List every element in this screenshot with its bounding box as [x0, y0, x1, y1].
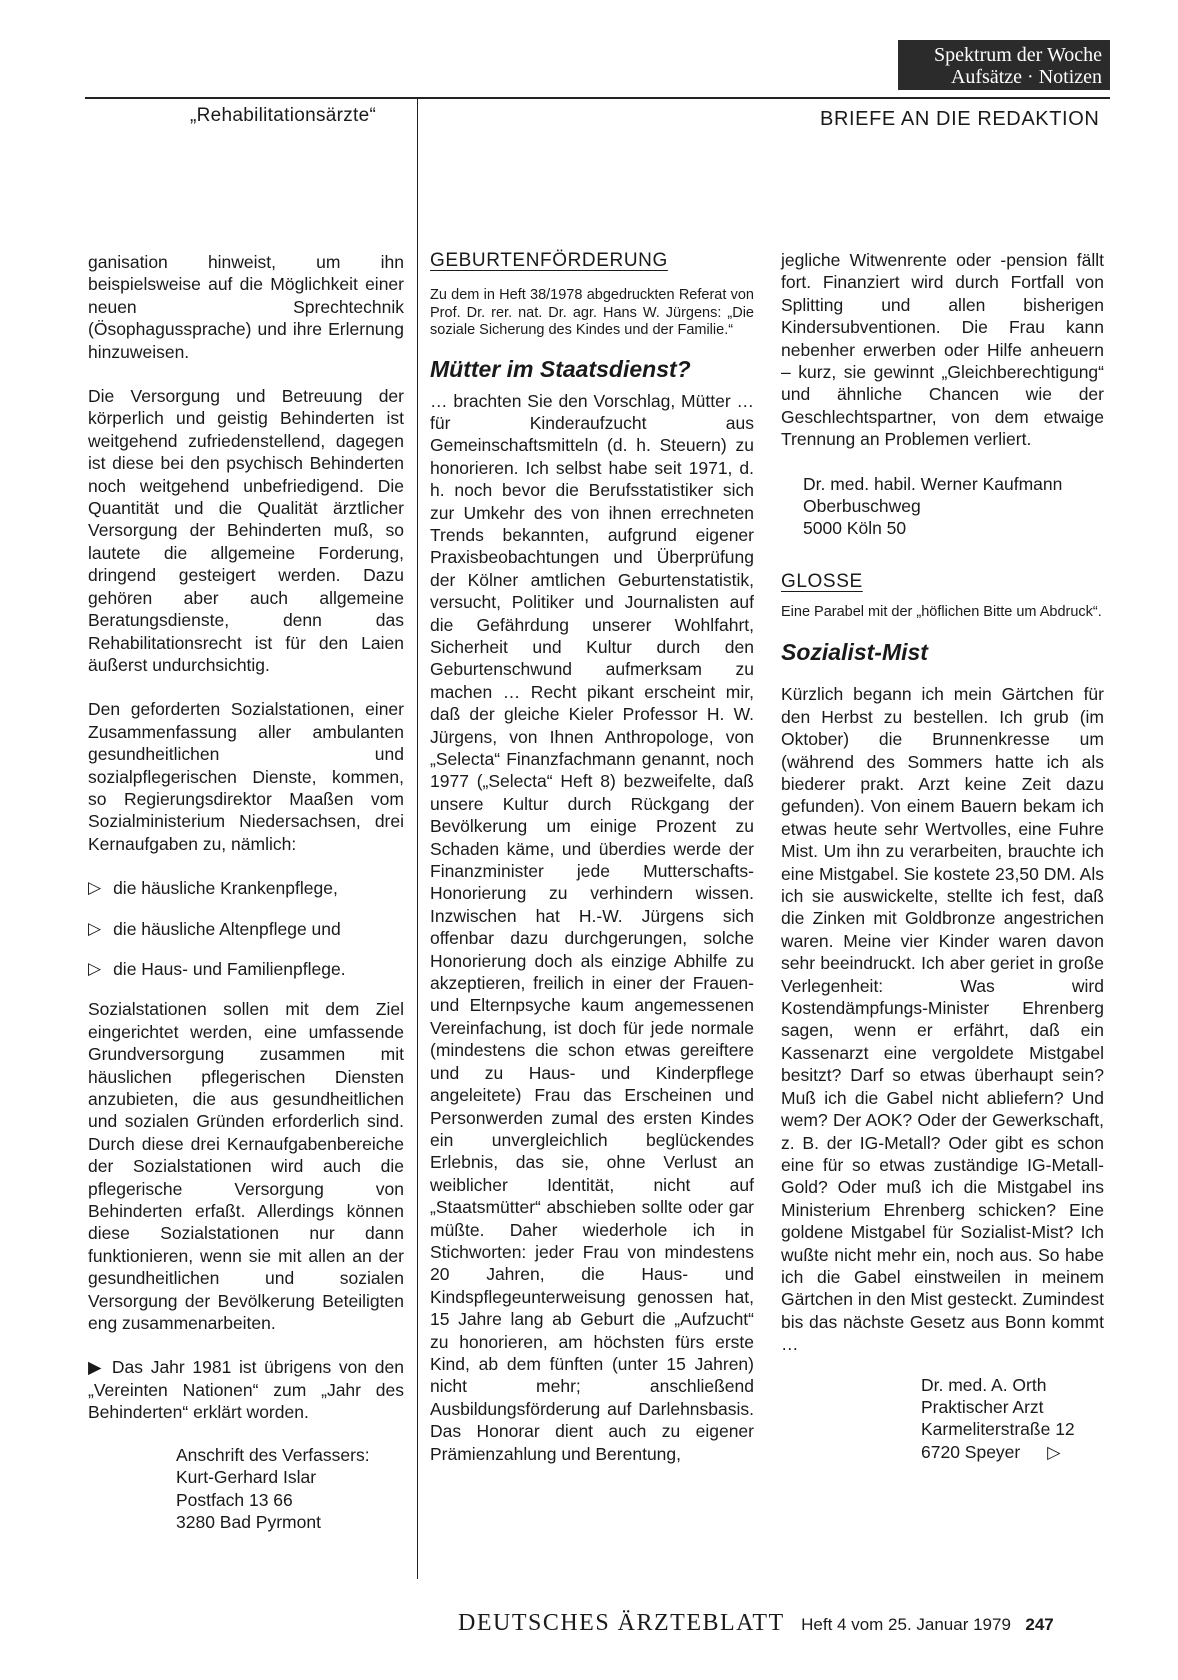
- continue-arrow-icon: ▷: [1047, 1441, 1061, 1462]
- glosse-intro: Eine Parabel mit der „höflichen Bitte um Abdruck“.: [781, 603, 1102, 620]
- address-line: Anschrift des Verfassers:: [176, 1444, 370, 1465]
- list-item: [88, 918, 404, 940]
- column-2: [430, 249, 754, 1465]
- running-title-right: BRIEFE AN DIE REDAKTION: [820, 108, 1100, 130]
- running-title-left: „Rehabilitationsärzte“: [190, 105, 377, 126]
- list-item-text: die häusliche Altenpflege und: [113, 918, 341, 939]
- signature-line: Oberbuschweg: [803, 496, 921, 517]
- list-item: [88, 877, 404, 899]
- issue-info: Heft 4 vom 25. Januar 1979: [801, 1615, 1011, 1634]
- page-number: 247: [1025, 1615, 1054, 1634]
- signature-line: Praktischer Arzt: [921, 1396, 1044, 1417]
- header-rule: [85, 97, 1110, 99]
- magazine-name: DEUTSCHES ÄRZTEBLATT: [458, 1610, 785, 1636]
- paragraph: Die Versorgung und Betreuung der körperlich und geistig Behinderten ist weitgehend zufriedenstellend, dagegen ist diese bei den psychisch Behinderten noch weitgehend unbefriedigend. Die Quantität und die Qualität ärztlicher Versorgung der Behinderten muß, so lautete die allgemeine Forderung, dringend gesteigert werden. Dazu gehören aber auch allgemeine Beratungsdienste, denn das Rehabilitationsrecht ist für den Laien äußerst undurchsichtig.: [88, 386, 404, 675]
- signature-line: Karmeliterstraße 12: [921, 1419, 1075, 1440]
- paragraph: ganisation hinweist, um ihn beispielsweise auf die Möglichkeit einer neuen Sprechtechnik (Ösophagussprache) und ihre Erlernung hinzuweisen.: [88, 252, 404, 362]
- section-heading: GLOSSE: [781, 570, 863, 592]
- badge-line-2: Aufsätze · Notizen: [950, 66, 1102, 88]
- open-triangle-icon: ▷: [88, 878, 102, 898]
- paragraph: Den geforderten Sozialstationen, einer Zusammenfassung aller ambulanten gesundheitlichen und sozialpflegerischen Dienste, kommen, so Regierungsdirektor Maaßen vom Sozialministerium Niedersachsen, drei Kernaufgaben zu, nämlich:: [88, 699, 404, 854]
- letter-body: … brachten Sie den Vorschlag, Mütter … für Kinderaufzucht aus Gemeinschaftsmitteln (d. h. Steuern) zu honorieren. Ich selbst habe seit 1971, d. h. noch bevor die Berufsstatistiker sich zur Umkehr des von ihnen errechneten Trends bekannten, aufgrund eigener Praxisbeobachtungen und Überprüfung der Kölner amtlichen Geburtenstatistik, versucht, Politiker und Journalisten auf die Gefährdung unserer Wohlfahrt, Sicherheit und Kultur durch den Geburtenschwund aufmerksam zu machen … Recht pikant erscheint mir, daß der gleiche Kieler Professor H. W. Jürgens, von Ihnen Anthropologe, von „Selecta“ Finanzfachmann genannt, noch 1977 („Selecta“ Heft 8) bezweifelte, daß unsere Kultur durch Rückgang der Bevölkerung um einige Prozent zu Schaden käme, und überdies werde der Finanzminister jede Mutterschafts-Honorierung zu verhindern wissen. Inzwischen hat H.-W. Jürgens sich offenbar dazu durchgerungen, solche Honorierung doch als einzige Abhilfe zu akzeptieren, freilich in einer der Frauen- und Elternpsyche kaum angemessenen Vereinfachung, ist doch für jede normale (mindestens die schon etwas gereiftere und zu Haus- und Kinderpflege angeleitete) Frau das Erscheinen und Personwerden zumal des ersten Kindes ein unvergleichlich beglückendes Erlebnis, das sie, ohne Verlust an weiblicher Identität, nicht auf „Staatsmütter“ abschieben sollte oder gar müßte. Daher wiederhole ich in Stichworten: jeder Frau von mindestens 20 Jahren, die Haus- und Kindspflegeunterweisung genossen hat, 15 Jahre lang ab Geburt die „Aufzucht“ zu honorieren, am höchsten fürs erste Kind, ab dem fünften (unter 15 Jahren) nicht mehr; anschließend Ausbildungsförderung auf Darlehnsbasis. Das Honorar dient auch zu eigener Prämienzahlung und Berentung,: [430, 390, 754, 1464]
- author-address: [88, 1444, 404, 1534]
- address-line: Postfach 13 66: [176, 1489, 293, 1510]
- glosse-body: Kürzlich begann ich mein Gärtchen für den Herbst zu bestellen. Ich grub (im Oktober) die Brunnenkresse um (während des Sommers hatte ich als biederer prakt. Arzt keine Zeit dazu gefunden). Von einem Bauern bekam ich etwas heute sehr Wertvolles, eine Fuhre Mist. Um ihn zu verarbeiten, brauchte ich eine Mistgabel. Sie kostete 23,50 DM. Als ich sie auswickelte, stellte ich fest, daß die Zinken mit Goldbronze angestrichen waren. Meine vier Kinder waren davon sehr beeindruckt. Ich aber geriet in große Verlegenheit: Was wird Kostendämpfungs-Minister Ehrenberg sagen, wenn er erfährt, daß ein Kassenarzt eine vergoldete Mistgabel besitzt? Darf so etwas überhaupt sein? Muß ich die Gabel nicht abliefern? Und wem? Der AOK? Oder der Gewerkschaft, z. B. der IG-Metall? Oder gibt es schon eine für so etwas zuständige IG-Metall-Gold? Oder muß ich die Mistgabel ins Ministerium Ehrenberg schicken? Eine goldene Mistgabel für Sozialist-Mist? Ich wußte nicht mehr ein, noch aus. So habe ich die Gabel einstweilen in meinem Gärtchen in den Mist gesteckt. Zumindest bis das nächste Gesetz aus Bonn kommt …: [781, 684, 1104, 1355]
- open-triangle-icon: ▷: [88, 918, 102, 938]
- signature-line: Dr. med. habil. Werner Kaufmann: [803, 473, 1063, 494]
- header-divider: [417, 97, 418, 252]
- list-item-text: die Haus- und Familienpflege.: [113, 958, 346, 979]
- signature-line: 6720 Speyer ▷: [921, 1441, 1061, 1462]
- open-triangle-icon: ▷: [88, 958, 102, 978]
- badge-line-1: Spektrum der Woche: [934, 44, 1102, 66]
- paragraph: Sozialstationen sollen mit dem Ziel eingerichtet werden, eine umfassende Grundversorgung zusammen mit häuslichen pflegerischen Diensten anzubieten, die aus gesundheitlichen und sozialen Gründen erforderlich sind. Durch diese drei Kernaufgabenbereiche der Sozialstationen wird auch die pflegerische Versorgung von Behinderten erfaßt. Allerdings können diese Sozialstationen nur dann funktionieren, wenn sie mit allen an der gesundheitlichen und sozialen Versorgung der Bevölkerung Beteiligten eng zusammenarbeiten.: [88, 999, 404, 1334]
- paragraph: jegliche Witwenrente oder -pension fällt fort. Finanziert wird durch Fortfall von Splitting und allen bisherigen Kindersubventionen. Die Frau kann nebenher erwerben oder Hilfe anheuern – kurz, sie gewinnt „Gleichberechtigung“ und ähnliche Chancen wie der Geschlechtspartner, von dem etwaige Trennung an Problemen verliert.: [781, 250, 1104, 450]
- column-3: [781, 249, 1104, 1463]
- paragraph-text: Das Jahr 1981 ist übrigens von den „Vereinten Nationen“ zum „Jahr des Behinderten“ erklärt worden.: [88, 1357, 404, 1423]
- section-badge: [898, 40, 1110, 90]
- letter-signature: [781, 473, 1104, 540]
- address-line: Kurt-Gerhard Islar: [176, 1467, 317, 1488]
- address-line: 3280 Bad Pyrmont: [176, 1511, 321, 1532]
- column-1: [88, 251, 404, 1533]
- glosse-headline: Sozialist-Mist: [781, 639, 928, 666]
- list-item-text: die häusliche Krankenpflege,: [113, 878, 338, 899]
- signature-line: 5000 Köln 50: [803, 518, 907, 539]
- paragraph: [88, 1356, 404, 1423]
- column-divider: [417, 252, 418, 1579]
- signature-line: Dr. med. A. Orth: [921, 1374, 1047, 1395]
- page-footer: [458, 1610, 1054, 1637]
- list-item: [88, 958, 404, 980]
- glosse-signature: [781, 1374, 1104, 1464]
- section-heading: GEBURTENFÖRDERUNG: [430, 250, 668, 271]
- filled-triangle-icon: ▶: [88, 1357, 105, 1378]
- letter-headline: Mütter im Staatsdienst?: [430, 355, 691, 382]
- letter-intro: Zu dem in Heft 38/1978 abgedruckten Referat von Prof. Dr. rer. nat. Dr. agr. Hans W. Jürgens: „Die soziale Sicherung des Kindes und der Familie.“: [430, 287, 754, 338]
